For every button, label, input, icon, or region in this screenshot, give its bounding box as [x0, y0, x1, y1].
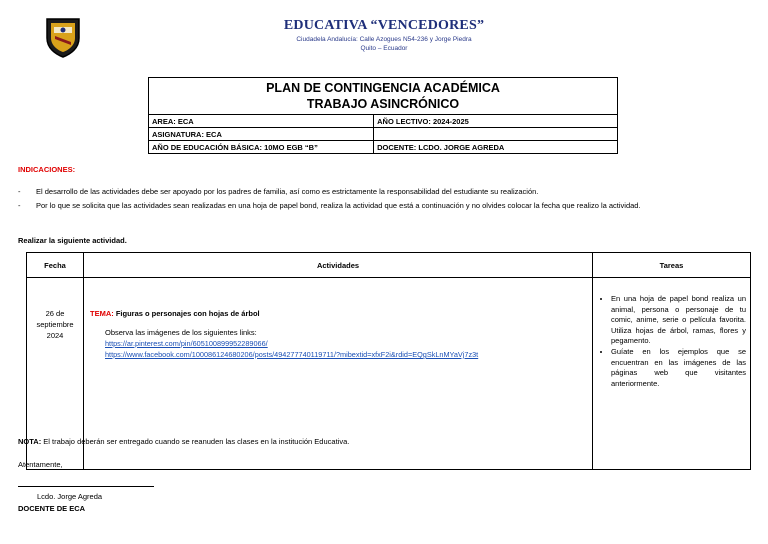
- signature-name: Lcdo. Jorge Agreda: [37, 492, 103, 501]
- empty-cell: [374, 128, 618, 141]
- nota-text: El trabajo deberán ser entregado cuando se reanuden las clases en la institución Educativa.: [43, 437, 350, 446]
- nota: [18, 437, 349, 446]
- bullet-dash: -: [18, 201, 21, 210]
- signature-role: DOCENTE DE ECA: [18, 504, 86, 513]
- school-name: EDUCATIVA “VENCEDORES”: [283, 18, 485, 33]
- indicacion-text: El desarrollo de las actividades debe ser apoyado por los padres de familia, así como es estrictamente la responsabilidad del estudiante su realización.: [36, 187, 539, 196]
- plan-title-line2: TRABAJO ASINCRÓNICO: [306, 97, 460, 111]
- fecha-line: 2024: [46, 331, 64, 340]
- asignatura-cell: ASIGNATURA: ECA: [149, 128, 374, 141]
- anio-educacion-cell: AÑO DE EDUCACIÓN BÁSICA: 10MO EGB “B”: [149, 141, 374, 154]
- closing: Atentamente,: [18, 460, 63, 469]
- tarea-item: • En una hoja de papel bond realiza un animal, persona o personaje de tu comic, anime, serie o película favorita. Utiliza hojas de árbol, ramas, flores y pegamento.: [611, 294, 746, 347]
- facebook-link[interactable]: https://www.facebook.com/100086124680206/posts/494277740119711/?mibextid=xfxF2i&rdid=EQgSkLnMYaVj7z3t: [105, 350, 479, 359]
- plan-title: [149, 78, 618, 115]
- indicaciones-title: INDICACIONES:: [18, 165, 76, 174]
- indicacion-item: [18, 186, 758, 197]
- tarea-item: • Guíate en los ejemplos que se encuentran en las imágenes de las páginas web que visitantes anteriormente.: [611, 347, 746, 389]
- header-tareas: Tareas: [593, 253, 751, 278]
- header-fecha: Fecha: [27, 253, 84, 278]
- anio-lectivo-cell: AÑO LECTIVO: 2024-2025: [374, 115, 618, 128]
- school-city: Quito – Ecuador: [360, 45, 408, 52]
- signature-line: [18, 486, 154, 487]
- indicacion-item: [18, 200, 758, 224]
- tema-label: TEMA:: [90, 309, 114, 318]
- observa-text: Observa las imágenes de los siguientes links:: [105, 328, 257, 337]
- docente-cell: DOCENTE: LCDO. JORGE AGREDA: [374, 141, 618, 154]
- bullet-dash: -: [18, 187, 21, 196]
- area-cell: AREA: ECA: [149, 115, 374, 128]
- tema: [90, 308, 588, 319]
- plan-title-line1: PLAN DE CONTINGENCIA ACADÉMICA: [266, 81, 500, 95]
- activity-intro: Realizar la siguiente actividad.: [18, 236, 127, 245]
- tema-text: Figuras o personajes con hojas de árbol: [115, 309, 260, 318]
- pinterest-link[interactable]: https://ar.pinterest.com/pin/605100899952289066/: [105, 339, 268, 348]
- indicacion-text: Por lo que se solicita que las actividades sean realizadas en una hoja de papel bond, realiza la actividad que está a continuación y no olvides colocar la fecha que realizo la actividad.: [36, 201, 641, 210]
- links-block: [90, 327, 588, 360]
- tareas-cell: [593, 278, 751, 470]
- fecha-line: septiembre: [36, 320, 74, 329]
- tareas-list: [597, 294, 746, 389]
- fecha-line: 26 de: [45, 309, 65, 318]
- nota-label: NOTA:: [18, 437, 42, 446]
- header-actividades: Actividades: [84, 253, 593, 278]
- school-address: Ciudadela Andalucía: Calle Azogues N54-236 y Jorge Piedra: [296, 36, 472, 43]
- plan-info-table: [148, 77, 618, 154]
